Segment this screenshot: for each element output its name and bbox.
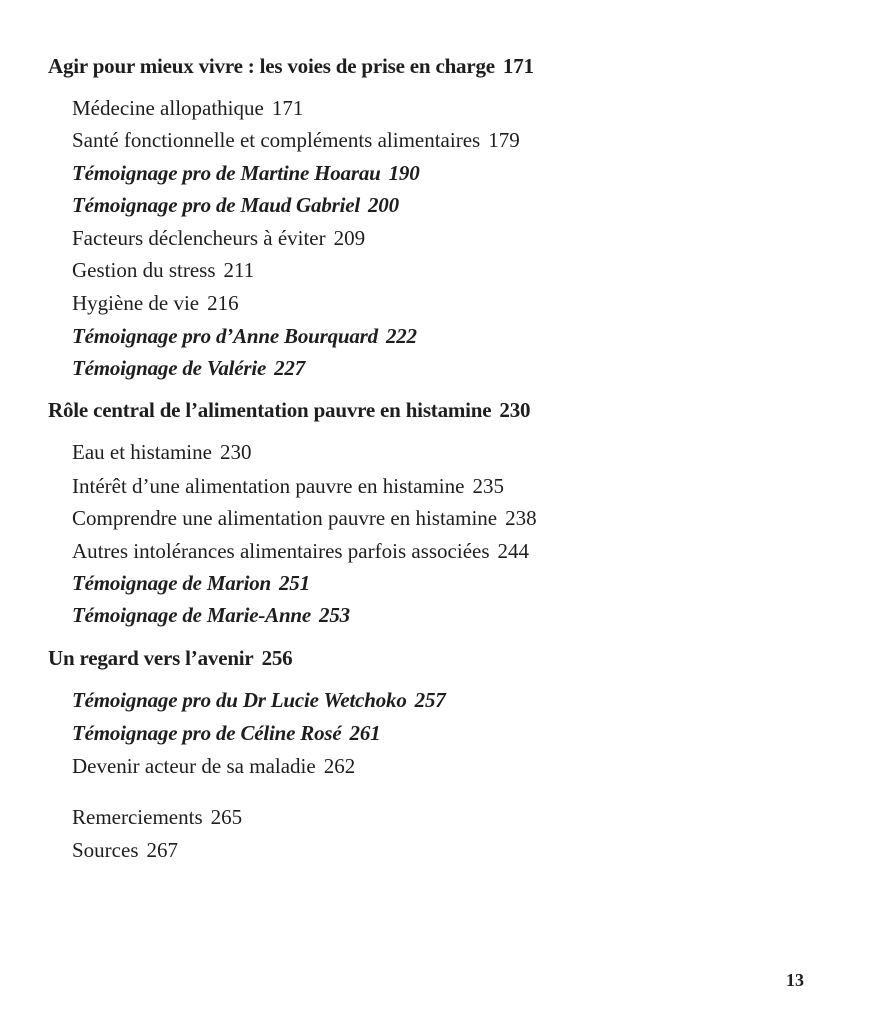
entry-page-number: 171 [271,96,304,120]
section-page-number: 230 [499,398,531,422]
entry-label: Hygiène de vie [72,291,200,315]
entry-page-number: 265 [210,805,243,829]
toc-entry-testimony [72,193,399,218]
entry-label: Témoignage pro d’Anne Bourquard [72,324,378,348]
toc-entry [72,128,520,153]
entry-page-number: 230 [219,440,252,464]
section-title-role-central [48,398,530,423]
entry-page-number: 211 [223,258,255,282]
toc-entry [72,291,239,316]
toc-entry [72,96,303,121]
entry-page-number: 222 [385,324,417,348]
entry-page-number: 216 [207,291,239,315]
entry-page-number: 244 [497,539,530,563]
toc-entry-testimony [72,571,310,596]
entry-label: Témoignage pro du Dr Lucie Wetchoko [72,688,407,712]
entry-label: Médecine allopathique [72,96,264,120]
toc-entry [72,474,504,499]
entry-page-number: 251 [279,571,310,595]
toc-entry-testimony [72,161,420,186]
entry-label: Comprendre une alimentation pauvre en histamine [72,506,498,530]
entry-page-number: 209 [333,226,366,250]
entry-page-number: 227 [274,356,306,380]
toc-entry [72,226,365,251]
section-title-avenir [48,646,292,671]
section-title-text: Un regard vers l’avenir [48,646,254,670]
toc-entry [72,506,537,531]
toc-entry-testimony [72,721,380,746]
entry-page-number: 238 [505,506,537,530]
toc-entry-testimony [72,688,446,713]
toc-entry [72,539,529,564]
section-page-number: 171 [502,54,534,78]
section-page-number: 256 [261,646,293,670]
section-title-text: Agir pour mieux vivre : les voies de prise en charge [48,54,495,78]
entry-page-number: 253 [319,603,350,627]
entry-page-number: 261 [349,721,381,745]
entry-label: Témoignage de Marie-Anne [72,603,312,627]
toc-entry [72,754,355,779]
entry-label: Intérêt d’une alimentation pauvre en histamine [72,474,465,498]
entry-label: Facteurs déclencheurs à éviter [72,226,326,250]
entry-page-number: 235 [472,474,504,498]
entry-label: Témoignage pro de Céline Rosé [72,721,342,745]
entry-page-number: 200 [368,193,399,217]
entry-label: Sources [72,838,139,862]
entry-label: Témoignage de Marion [72,571,271,595]
entry-label: Témoignage pro de Maud Gabriel [72,193,360,217]
entry-label: Devenir acteur de sa maladie [72,754,316,778]
toc-entry-sources [72,838,178,863]
toc-entry-testimony [72,324,417,349]
entry-label: Remerciements [72,805,203,829]
toc-entry [72,258,254,283]
section-title-agir [48,54,534,79]
entry-label: Gestion du stress [72,258,216,282]
entry-page-number: 257 [414,688,446,712]
entry-page-number: 262 [323,754,356,778]
toc-entry-testimony [72,603,350,628]
entry-page-number: 179 [488,128,520,152]
entry-page-number: 267 [146,838,178,862]
entry-label: Témoignage pro de Martine Hoarau [72,161,381,185]
toc-entry-testimony [72,356,305,381]
entry-page-number: 190 [388,161,420,185]
entry-label: Autres intolérances alimentaires parfois associées [72,539,490,563]
entry-label: Témoignage de Valérie [72,356,267,380]
section-title-text: Rôle central de l’alimentation pauvre en histamine [48,398,492,422]
entry-label: Santé fonctionnelle et compléments alimentaires [72,128,481,152]
page-folio-number: 13 [786,970,804,990]
toc-entry-acknowledgements [72,805,242,830]
entry-label: Eau et histamine [72,440,212,464]
toc-entry [72,440,251,465]
